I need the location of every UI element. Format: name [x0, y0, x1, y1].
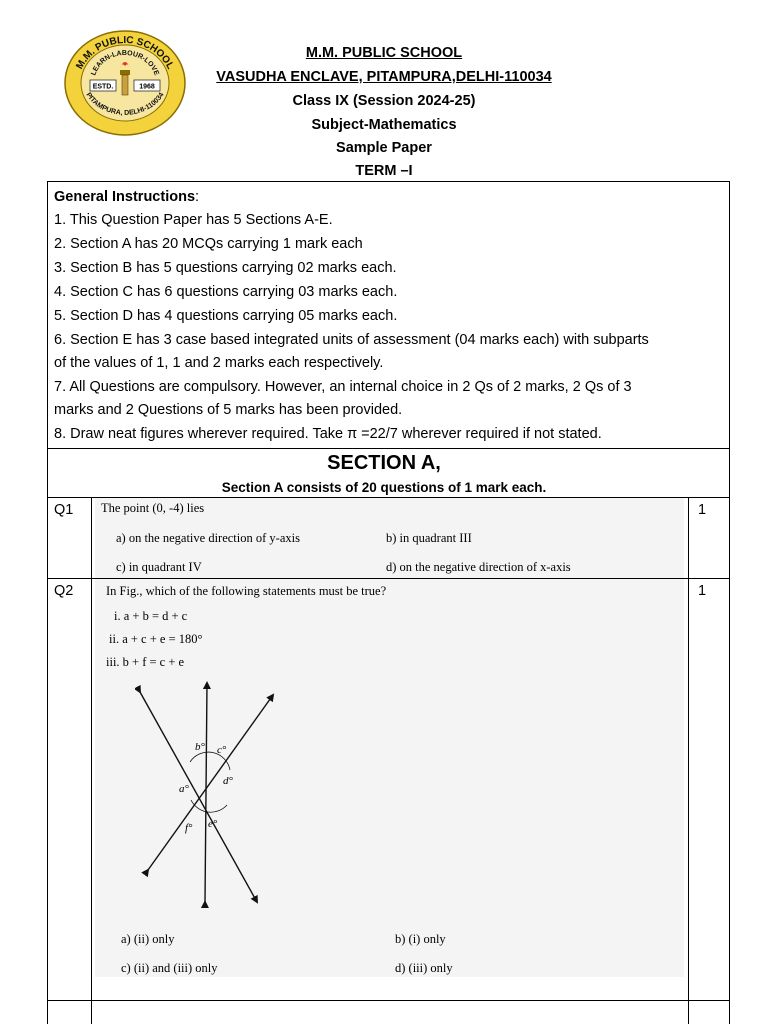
angle-label-d: d° — [223, 775, 233, 787]
question-marks: 1 — [698, 583, 707, 599]
logo-motto: LEARN-LABOUR-LOVE — [90, 49, 160, 77]
instruction-line: 5. Section D has 4 questions carrying 05 marks each. — [54, 308, 398, 324]
question-marks: 1 — [698, 502, 707, 518]
angle-label-c: c° — [217, 744, 227, 756]
line-vertical — [205, 683, 207, 902]
table-top-rule — [47, 448, 729, 449]
question-number: Q2 — [54, 583, 74, 599]
instruction-line: 2. Section A has 20 MCQs carrying 1 mark each — [54, 236, 363, 252]
instruction-line: 1. This Question Paper has 5 Sections A-E. — [54, 212, 333, 228]
angle-label-a: a° — [179, 783, 189, 795]
angle-label-b: b° — [195, 741, 205, 753]
angle-label-f: f° — [185, 822, 193, 834]
subject-line: Subject-Mathematics — [311, 117, 457, 133]
section-subtitle: Section A consists of 20 questions of 1 mark each. — [221, 480, 547, 495]
option-a: a) on the negative direction of y-axis — [116, 531, 300, 545]
logo-ring-bottom-text: PITAMPURA, DELHI-110034 — [84, 91, 166, 117]
option-b: b) (i) only — [395, 932, 446, 946]
logo-year: 1968 — [139, 83, 155, 91]
term-line: TERM –I — [355, 163, 413, 179]
question-number: Q1 — [54, 502, 74, 518]
instruction-line: marks and 2 Questions of 5 marks has been provided. — [54, 402, 403, 418]
option-d: d) (iii) only — [395, 961, 453, 975]
angle-label-e: e° — [208, 818, 218, 830]
instruction-line: 4. Section C has 6 questions carrying 03 marks each. — [54, 284, 398, 300]
line-rising — [148, 695, 273, 870]
general-instructions-box — [47, 181, 730, 449]
question-text: In Fig., which of the following statements must be true? — [106, 584, 387, 598]
school-name: M.M. PUBLIC SCHOOL — [305, 45, 463, 61]
instructions-title-text: General Instructions — [54, 189, 196, 205]
instructions-title — [54, 186, 199, 209]
instruction-line: 3. Section B has 5 questions carrying 02 marks each. — [54, 260, 397, 276]
logo-ring-text: M.M. PUBLIC SCHOOL — [74, 34, 176, 72]
option-c: c) in quadrant IV — [116, 560, 202, 574]
question-text: The point (0, -4) lies — [101, 501, 205, 515]
table-row-rule — [47, 1000, 729, 1001]
option-a: a) (ii) only — [121, 932, 175, 946]
option-c: c) (ii) and (iii) only — [121, 961, 218, 975]
instruction-line: of the values of 1, 1 and 2 marks each respectively. — [54, 355, 384, 371]
intersecting-lines-figure — [135, 680, 305, 915]
statement-ii: ii. a + c + e = 180° — [109, 632, 203, 646]
paper-header — [0, 0, 768, 180]
class-session: Class IX (Session 2024-25) — [292, 93, 476, 109]
logo-estd: ESTD. — [92, 83, 114, 91]
section-title: SECTION A, — [327, 452, 441, 474]
option-b: b) in quadrant III — [386, 531, 472, 545]
table-col-rule — [688, 497, 689, 1024]
instruction-line: 8. Draw neat figures wherever required. Take π =22/7 wherever required if not stated. — [54, 426, 602, 442]
option-d: d) on the negative direction of x-axis — [386, 560, 571, 574]
table-col-rule — [91, 497, 92, 1024]
statement-iii: iii. b + f = c + e — [106, 655, 185, 669]
instruction-line: 7. All Questions are compulsory. However, an internal choice in 2 Qs of 2 marks, 2 Qs of 3 — [54, 379, 632, 395]
line-falling — [140, 692, 257, 902]
instructions-title-colon: : — [195, 189, 200, 205]
statement-i: i. a + b = d + c — [114, 609, 188, 623]
instruction-line: 6. Section E has 3 case based integrated units of assessment (04 marks each) with subparts — [54, 332, 649, 348]
school-address: VASUDHA ENCLAVE, PITAMPURA,DELHI-110034 — [216, 69, 552, 85]
question-1-box — [95, 498, 684, 578]
paper-type: Sample Paper — [336, 140, 432, 156]
